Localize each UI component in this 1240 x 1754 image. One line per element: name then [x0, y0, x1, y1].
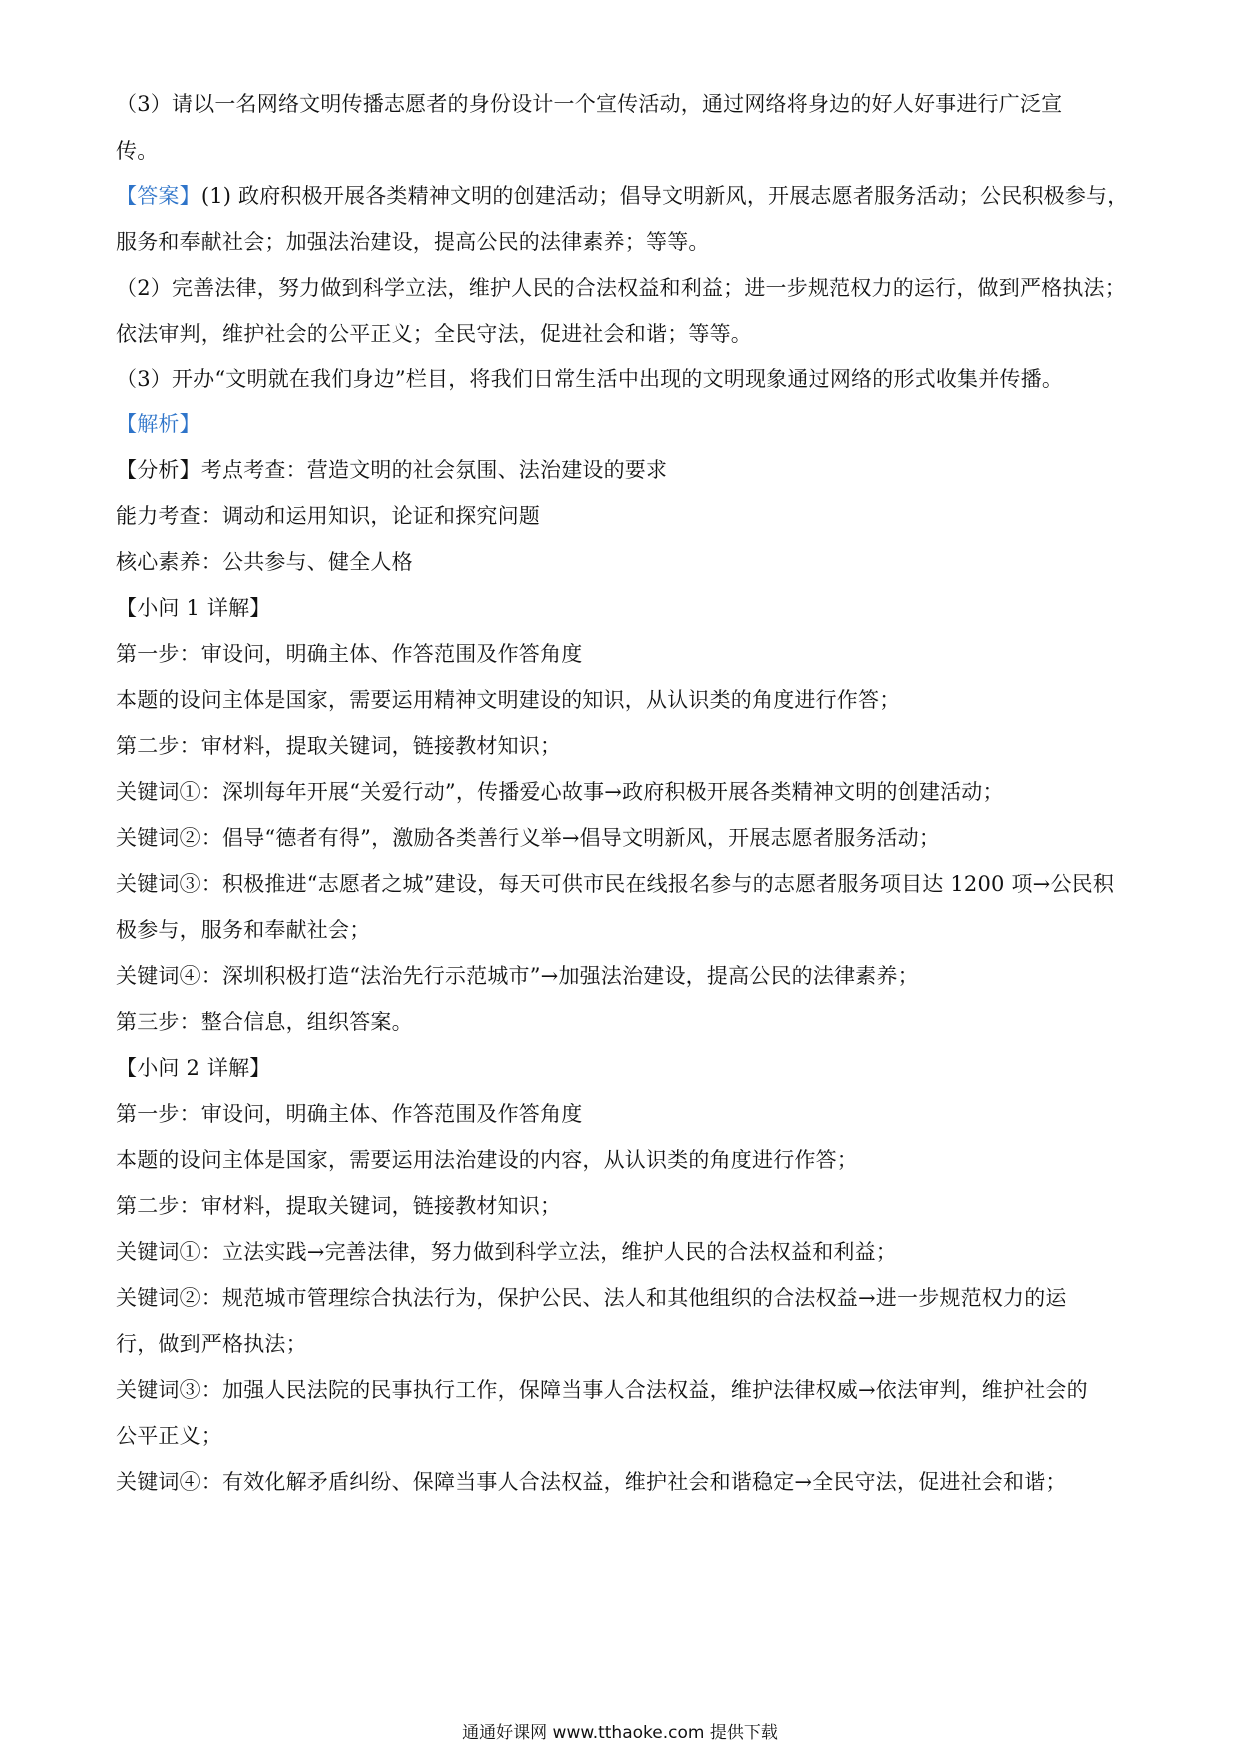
answer-1-line-2: 服务和奉献社会；加强法治建设，提高公民的法律素养；等等。: [116, 230, 710, 254]
sub2-keyword-2-line-2: 行，做到严格执法；: [116, 1332, 307, 1356]
q3-prompt-line-2: 传。: [116, 139, 159, 163]
sub2-keyword-4: 关键词④：有效化解矛盾纠纷、保障当事人合法权益，维护社会和谐稳定→全民守法，促进社会和谐；: [116, 1470, 1067, 1494]
sub2-keyword-2-line-1: 关键词②：规范城市管理综合执法行为，保护公民、法人和其他组织的合法权益→进一步规范权力的运: [116, 1286, 1067, 1310]
sub2-step-2: 第二步：审材料，提取关键词，链接教材知识；: [116, 1194, 562, 1218]
sub1-subject: 本题的设问主体是国家，需要运用精神文明建设的知识，从认识类的角度进行作答；: [116, 688, 901, 712]
analysis-tag: 【解析】: [116, 412, 201, 436]
sub-question-1-heading: 【小问 1 详解】: [116, 596, 271, 620]
sub1-keyword-3-line-1: 关键词③：积极推进“志愿者之城”建设，每天可供市民在线报名参与的志愿者服务项目达 1200 项→公民积: [116, 872, 1115, 896]
answer-tag: 【答案】: [116, 184, 201, 208]
answer-block-line-1: [116, 182, 1128, 210]
answer-2-line-2: 依法审判，维护社会的公平正义；全民守法，促进社会和谐；等等。: [116, 322, 752, 346]
sub1-step-2: 第二步：审材料，提取关键词，链接教材知识；: [116, 734, 562, 758]
sub1-step-1: 第一步：审设问，明确主体、作答范围及作答角度: [116, 642, 583, 666]
sub2-keyword-3-line-1: 关键词③：加强人民法院的民事执行工作，保障当事人合法权益，维护法律权威→依法审判，维护社会的: [116, 1378, 1088, 1402]
sub-question-2-heading: 【小问 2 详解】: [116, 1056, 271, 1080]
sub2-keyword-1: 关键词①：立法实践→完善法律，努力做到科学立法，维护人民的合法权益和利益；: [116, 1240, 897, 1264]
sub1-step-3: 第三步：整合信息，组织答案。: [116, 1010, 413, 1034]
answer-2-line-1: （2）完善法律，努力做到科学立法，维护人民的合法权益和利益；进一步规范权力的运行，做到严格执法；: [116, 276, 1126, 300]
sub1-keyword-4: 关键词④：深圳积极打造“法治先行示范城市”→加强法治建设，提高公民的法律素养；: [116, 964, 919, 988]
sub2-step-1: 第一步：审设问，明确主体、作答范围及作答角度: [116, 1102, 583, 1126]
literacy-line: 核心素养：公共参与、健全人格: [116, 550, 413, 574]
footer-credit: 通通好课网 www.tthaoke.com 提供下载: [462, 1723, 778, 1743]
answer-1-text: (1) 政府积极开展各类精神文明的创建活动；倡导文明新风，开展志愿者服务活动；公民积极参与，: [200, 184, 1129, 208]
q3-prompt-line-1: （3）请以一名网络文明传播志愿者的身份设计一个宣传活动，通过网络将身边的好人好事进行广泛宣: [116, 92, 1063, 116]
sub2-subject: 本题的设问主体是国家，需要运用法治建设的内容，从认识类的角度进行作答；: [116, 1148, 858, 1172]
sub1-keyword-2: 关键词②：倡导“德者有得”，激励各类善行义举→倡导文明新风，开展志愿者服务活动；: [116, 826, 941, 850]
sub1-keyword-3-line-2: 极参与，服务和奉献社会；: [116, 918, 371, 942]
analysis-line: 【分析】考点考查：营造文明的社会氛围、法治建设的要求: [116, 458, 668, 482]
answer-3-line-1: （3）开办“文明就在我们身边”栏目，将我们日常生活中出现的文明现象通过网络的形式收集并传播。: [116, 367, 1064, 391]
ability-line: 能力考查：调动和运用知识，论证和探究问题: [116, 504, 540, 528]
sub1-keyword-1: 关键词①：深圳每年开展“关爱行动”，传播爱心故事→政府积极开展各类精神文明的创建活动；: [116, 780, 1004, 804]
sub2-keyword-3-line-2: 公平正义；: [116, 1424, 222, 1448]
